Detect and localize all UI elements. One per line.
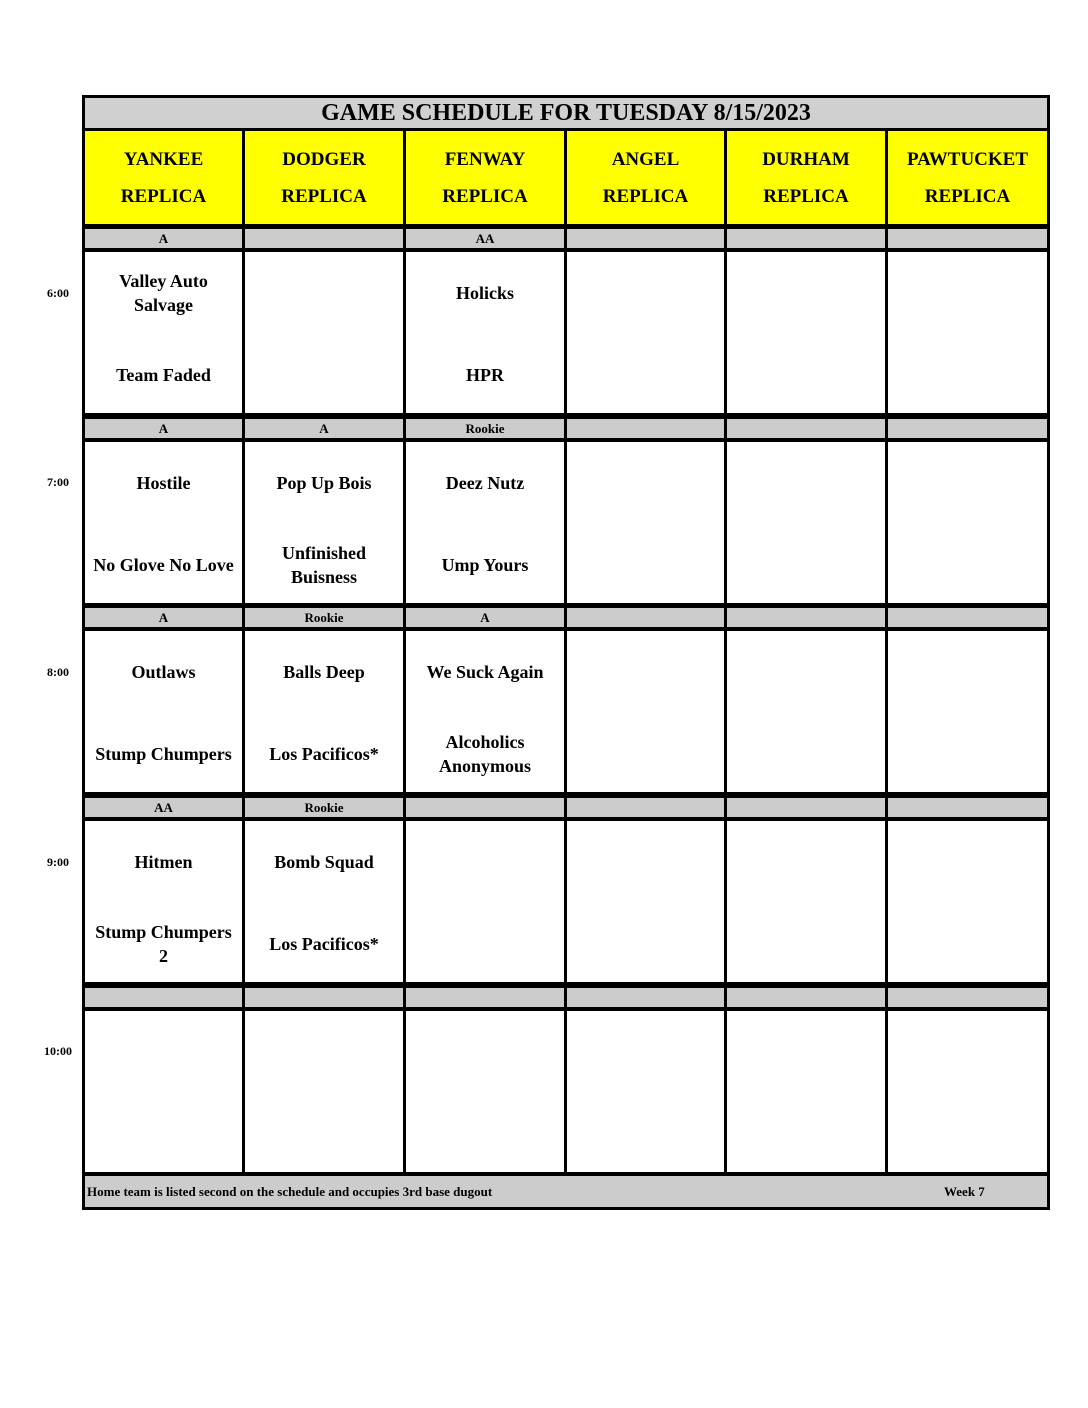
- home-team: [888, 540, 1047, 590]
- level-label: [567, 798, 724, 817]
- away-team: Deez Nutz: [445, 473, 525, 493]
- field-header-4: [727, 131, 885, 224]
- game-slot: [406, 442, 564, 603]
- home-team: [567, 540, 724, 590]
- level-label: [888, 988, 1047, 1007]
- time-label: 9:00: [47, 855, 69, 869]
- field-header-1: [245, 131, 403, 224]
- game-slot: [85, 442, 242, 603]
- game-slot: [245, 442, 403, 603]
- field-type: REPLICA: [602, 185, 689, 207]
- level-label: [85, 988, 242, 1007]
- home-team: [245, 350, 403, 400]
- level-label: [406, 798, 564, 817]
- away-team: Hostile: [136, 473, 191, 493]
- game-slot: [245, 1011, 403, 1172]
- home-team: Stump Chumpers: [95, 744, 232, 764]
- week-label: Week 7: [944, 1184, 985, 1199]
- home-team: [85, 1109, 242, 1159]
- field-type: REPLICA: [120, 185, 207, 207]
- field-name: PAWTUCKET: [906, 148, 1029, 170]
- level-label: [245, 988, 403, 1007]
- away-team: [567, 458, 724, 508]
- game-slot: [567, 442, 724, 603]
- game-slot: [245, 821, 403, 982]
- home-team: [245, 1109, 403, 1159]
- level-label: AA: [85, 798, 242, 817]
- level-label: Rookie: [245, 608, 403, 627]
- away-team: [85, 1027, 242, 1077]
- game-slot: [567, 1011, 724, 1172]
- away-team: [406, 837, 564, 887]
- level-label: A: [85, 608, 242, 627]
- home-team: Stump Chumpers 2: [95, 922, 232, 966]
- home-team: [888, 919, 1047, 969]
- home-team: HPR: [466, 365, 504, 385]
- away-team: [888, 268, 1047, 318]
- time-label: 8:00: [47, 665, 69, 679]
- field-header-3: [567, 131, 724, 224]
- level-label: [567, 988, 724, 1007]
- away-team: [888, 837, 1047, 887]
- away-team: [245, 1027, 403, 1077]
- game-slot: [888, 821, 1047, 982]
- away-team: [727, 647, 885, 697]
- field-name: DURHAM: [762, 148, 850, 170]
- game-slot: [567, 631, 724, 792]
- home-team: [567, 729, 724, 779]
- game-slot: [888, 442, 1047, 603]
- game-slot: [888, 252, 1047, 413]
- game-slot: [888, 631, 1047, 792]
- level-label: [727, 988, 885, 1007]
- game-slot: [727, 631, 885, 792]
- away-team: Valley Auto Salvage: [119, 271, 208, 315]
- away-team: [727, 1027, 885, 1077]
- home-team: Alcoholics Anonymous: [438, 732, 532, 776]
- game-slot: [85, 631, 242, 792]
- level-label: [406, 988, 564, 1007]
- away-team: [888, 1027, 1047, 1077]
- away-team: Hitmen: [134, 852, 193, 872]
- game-slot: [85, 252, 242, 413]
- away-team: [727, 458, 885, 508]
- level-label: A: [85, 229, 242, 248]
- level-label: [888, 608, 1047, 627]
- level-label: [567, 229, 724, 248]
- home-team: [888, 1109, 1047, 1159]
- home-team: [888, 350, 1047, 400]
- home-team: [567, 919, 724, 969]
- away-team: Pop Up Bois: [276, 473, 372, 493]
- home-team: Ump Yours: [441, 555, 529, 575]
- field-type: REPLICA: [924, 185, 1011, 207]
- game-slot: [727, 252, 885, 413]
- field-name: FENWAY: [444, 148, 526, 170]
- game-slot: [727, 821, 885, 982]
- home-team: [727, 919, 885, 969]
- field-name: DODGER: [282, 148, 366, 170]
- away-team: [727, 837, 885, 887]
- time-label: 10:00: [44, 1044, 72, 1058]
- level-label: A: [85, 419, 242, 438]
- game-slot: [567, 252, 724, 413]
- away-team: [567, 837, 724, 887]
- footer: [85, 1176, 1047, 1207]
- home-team: [406, 1109, 564, 1159]
- home-team: [406, 919, 564, 969]
- level-label: [727, 229, 885, 248]
- away-team: [567, 647, 724, 697]
- level-label: [888, 798, 1047, 817]
- level-label: Rookie: [406, 419, 564, 438]
- home-team: [567, 350, 724, 400]
- field-type: REPLICA: [281, 185, 367, 207]
- level-label: Rookie: [245, 798, 403, 817]
- away-team: [888, 458, 1047, 508]
- level-label: [727, 798, 885, 817]
- home-team: [727, 350, 885, 400]
- away-team: Balls Deep: [283, 662, 365, 682]
- footer-note: Home team is listed second on the schedule and occupies 3rd base dugout: [87, 1184, 493, 1199]
- game-slot: [406, 631, 564, 792]
- away-team: [245, 268, 403, 318]
- away-team: Outlaws: [131, 662, 196, 682]
- level-label: [888, 229, 1047, 248]
- home-team: [888, 729, 1047, 779]
- game-slot: [245, 631, 403, 792]
- home-team: Unfinished Buisness: [281, 543, 367, 587]
- level-label: A: [245, 419, 403, 438]
- field-header-2: [406, 131, 564, 224]
- away-team: We Suck Again: [426, 662, 544, 682]
- field-name: ANGEL: [611, 148, 680, 170]
- field-type: REPLICA: [763, 185, 849, 207]
- home-team: No Glove No Love: [93, 555, 234, 575]
- time-label: 7:00: [47, 475, 69, 489]
- home-team: [727, 729, 885, 779]
- field-header-5: [888, 131, 1047, 224]
- level-label: [567, 419, 724, 438]
- game-slot: [727, 1011, 885, 1172]
- game-slot: [245, 252, 403, 413]
- away-team: [727, 268, 885, 318]
- field-header-0: [85, 131, 242, 224]
- field-type: REPLICA: [442, 185, 528, 207]
- page-title: GAME SCHEDULE FOR TUESDAY 8/15/2023: [85, 98, 1047, 128]
- away-team: [567, 1027, 724, 1077]
- home-team: [727, 1109, 885, 1159]
- away-team: [406, 1027, 564, 1077]
- level-label: [727, 419, 885, 438]
- home-team: [567, 1109, 724, 1159]
- away-team: [567, 268, 724, 318]
- game-slot: [406, 821, 564, 982]
- time-label: 6:00: [47, 286, 69, 300]
- away-team: [888, 647, 1047, 697]
- level-label: [888, 419, 1047, 438]
- home-team: Team Faded: [116, 365, 211, 385]
- game-slot: [567, 821, 724, 982]
- level-label: [727, 608, 885, 627]
- home-team: [727, 540, 885, 590]
- home-team: Los Pacificos*: [269, 744, 379, 764]
- game-slot: [406, 1011, 564, 1172]
- away-team: Holicks: [455, 283, 514, 303]
- field-name: YANKEE: [123, 148, 204, 170]
- home-team: Los Pacificos*: [269, 934, 379, 954]
- game-slot: [85, 1011, 242, 1172]
- game-slot: [85, 821, 242, 982]
- game-slot: [406, 252, 564, 413]
- level-label: [567, 608, 724, 627]
- level-label: [245, 229, 403, 248]
- game-slot: [888, 1011, 1047, 1172]
- away-team: Bomb Squad: [274, 852, 374, 872]
- level-label: AA: [406, 229, 564, 248]
- level-label: A: [406, 608, 564, 627]
- game-slot: [727, 442, 885, 603]
